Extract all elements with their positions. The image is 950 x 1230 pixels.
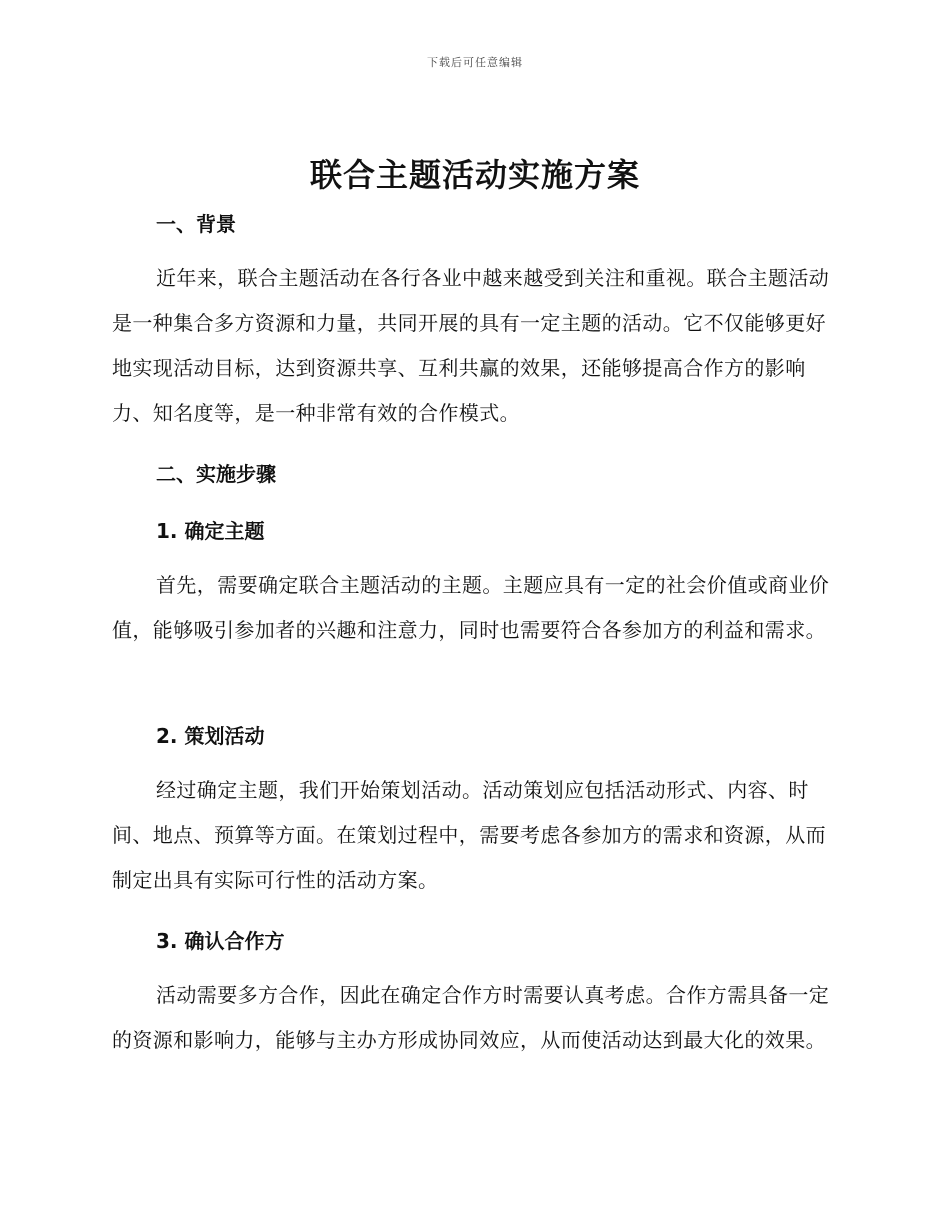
section-heading-background: 一、背景 bbox=[156, 212, 236, 236]
step-heading-2: 2. 策划活动 bbox=[156, 724, 265, 748]
page-header: 下载后可任意编辑 bbox=[427, 56, 523, 69]
step-paragraph-1: 首先，需要确定联合主题活动的主题。主题应具有一定的社会价值或商业价值，能够吸引参加者的兴趣和注意力，同时也需要符合各参加方的利益和需求。 bbox=[112, 573, 830, 642]
step-paragraph-3: 活动需要多方合作，因此在确定合作方时需要认真考虑。合作方需具备一定的资源和影响力，能够与主办方形成协同效应，从而使活动达到最大化的效果。 bbox=[112, 983, 830, 1052]
section-heading-steps: 二、实施步骤 bbox=[156, 462, 276, 486]
document-title: 联合主题活动实施方案 bbox=[309, 156, 640, 194]
background-paragraph: 近年来，联合主题活动在各行各业中越来越受到关注和重视。联合主题活动是一种集合多方资源和力量，共同开展的具有一定主题的活动。它不仅能够更好地实现活动目标，达到资源共享、互利共赢的效果，还能够提高合作方的影响力、知名度等，是一种非常有效的合作模式。 bbox=[112, 266, 830, 425]
step-paragraph-2: 经过确定主题，我们开始策划活动。活动策划应包括活动形式、内容、时间、地点、预算等方面。在策划过程中，需要考虑各参加方的需求和资源，从而制定出具有实际可行性的活动方案。 bbox=[112, 778, 826, 892]
step-heading-1: 1. 确定主题 bbox=[156, 519, 265, 543]
step-heading-3: 3. 确认合作方 bbox=[156, 929, 285, 953]
